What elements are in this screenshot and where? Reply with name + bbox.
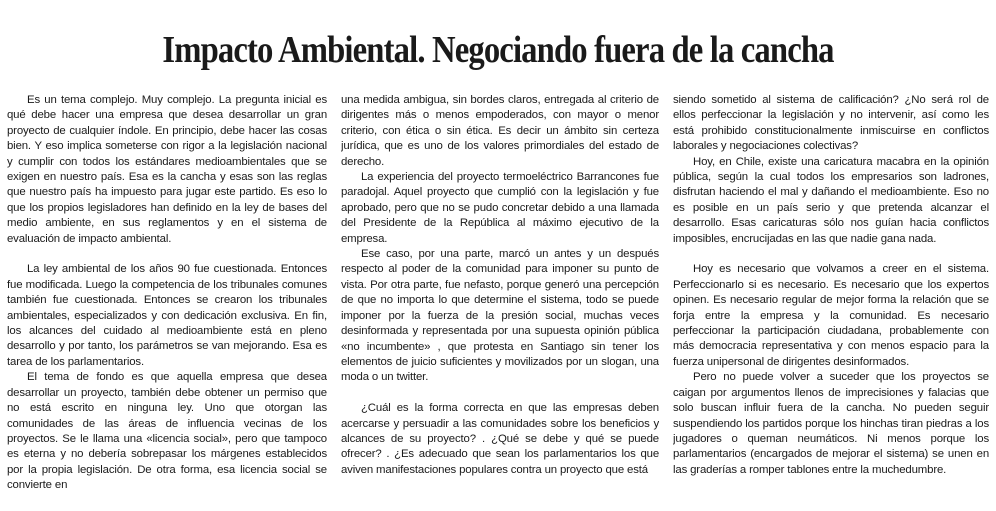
article-column-2: [341, 93, 659, 503]
paragraph: Ese caso, por una parte, marcó un antes y un después respecto al poder de la comunidad para imponer su punto de vista. Por otra parte, fue nefasto, porque generó una percepción de que no importa lo que determine el sistema, todo se puede imponer por la fuerza de la presión social, muchas veces desinformada y representada por una supuesta opinión pública «no incumbente» , que protesta en Santiago sin tener los elementos de juicio suficientes y movilizados por un slogan, una moda o un twitter.: [341, 248, 659, 384]
paragraph: Hoy, en Chile, existe una caricatura macabra en la opinión pública, según la cual todos los empresarios son ladrones, disfrutan haciendo el mal y dañando el medioambiente. Eso no es posible en un país serio y que pretenda alcanzar el desarrollo. Esas caricaturas sólo nos guían hacia conflictos imposibles, encrucijadas en las que nadie gana nada.: [673, 155, 989, 245]
paragraph: Hoy es necesario que volvamos a creer en el sistema. Perfeccionarlo si es necesario. Es necesario que los expertos opinen. Es necesario regular de mejor forma la relación que se forja entre la empresa y la comunidad. Es necesario perfeccionar la participación ciudadana, probablemente con más democracia representativa y con menos espacio para la fuerza unipersonal de dirigentes desinformados.: [673, 263, 989, 368]
paragraph: siendo sometido al sistema de calificación? ¿No será rol de ellos perfeccionar la legislación y no intervenir, así como les está prohibido constitucionalmente inmiscuirse en conflictos laborales y negociaciones colectivas?: [673, 94, 989, 153]
paragraph: ¿Cuál es la forma correcta en que las empresas deben acercarse y persuadir a las comunidades sobre los beneficios y alcances de su proyecto? . ¿Qué se debe y qué se puede ofrecer? . ¿Es adecuado que sean los parlamentarios los que aviven manifestaciones populares contra un proyecto que está: [341, 402, 659, 476]
paragraph: Pero no puede volver a suceder que los proyectos se caigan por argumentos llenos de imprecisiones y falacias que solo buscan influir fuera de la cancha. No pueden seguir suspendiendo los partidos porque los hinchas tiran piedras a los jugadores o queman neumáticos. Ni menos porque los parlamentarios (encargados de mejorar el sistema) se unen en las graderías a romper tablones entre la muchedumbre.: [673, 371, 989, 476]
article-column-1: [7, 93, 327, 503]
paragraph: Es un tema complejo. Muy complejo. La pregunta inicial es qué debe hacer una empresa que desea desarrollar un gran proyecto de cualquier índole. En principio, debe hacer las cosas bien. Y eso implica someterse con rigor a la legislación nacional y cumplir con todos los estándares medioambientales que se exigen en nuestro país. Esa es la cancha y esas son las reglas que nuestro país ha impuesto para jugar este partido. Es eso lo que los propios legisladores han definido en la ley de bases del medio ambiente, en sus reglamentos y en el sistema de evaluación de impacto ambiental.: [7, 94, 327, 245]
article-column-3: [673, 93, 989, 503]
paragraph: El tema de fondo es que aquella empresa que desea desarrollar un proyecto, también debe obtener un permiso que no está escrito en ninguna ley. Uno que otorgan las comunidades de las áreas de influencia vecinas de los proyectos. Se le llama una «licencia social», pero que tampoco es eterna y no debería sobrepasar los márgenes establecidos por la propia legislación. De otra forma, esa licencia social se convierte en: [7, 371, 327, 492]
paragraph: La experiencia del proyecto termoeléctrico Barrancones fue paradojal. Aquel proyecto que cumplió con la legislación y fue aprobado, pero que no se pudo concretar debido a una llamada del Presidente de la República al máximo ejecutivo de la empresa.: [341, 171, 659, 245]
article-headline: Impacto Ambiental. Negociando fuera de la cancha: [162, 29, 834, 71]
paragraph: La ley ambiental de los años 90 fue cuestionada. Entonces fue modificada. Luego la competencia de los tribunales comunes también fue cuestionada. Entonces se crearon los tribunales ambientales, especializados y con dedicación exclusiva. En fin, los alcances del cuidado al medioambiente está en pleno desarrollo y por tanto, los parámetros se van mejorando. Esa es tarea de los parlamentarios.: [7, 263, 327, 368]
paragraph: una medida ambigua, sin bordes claros, entregada al criterio de dirigentes más o menos empoderados, con mayor o menor criterio, con ética o sin ética. Es decir un ámbito sin certeza jurídica, que es uno de los valores primordiales del estado de derecho.: [341, 94, 659, 168]
